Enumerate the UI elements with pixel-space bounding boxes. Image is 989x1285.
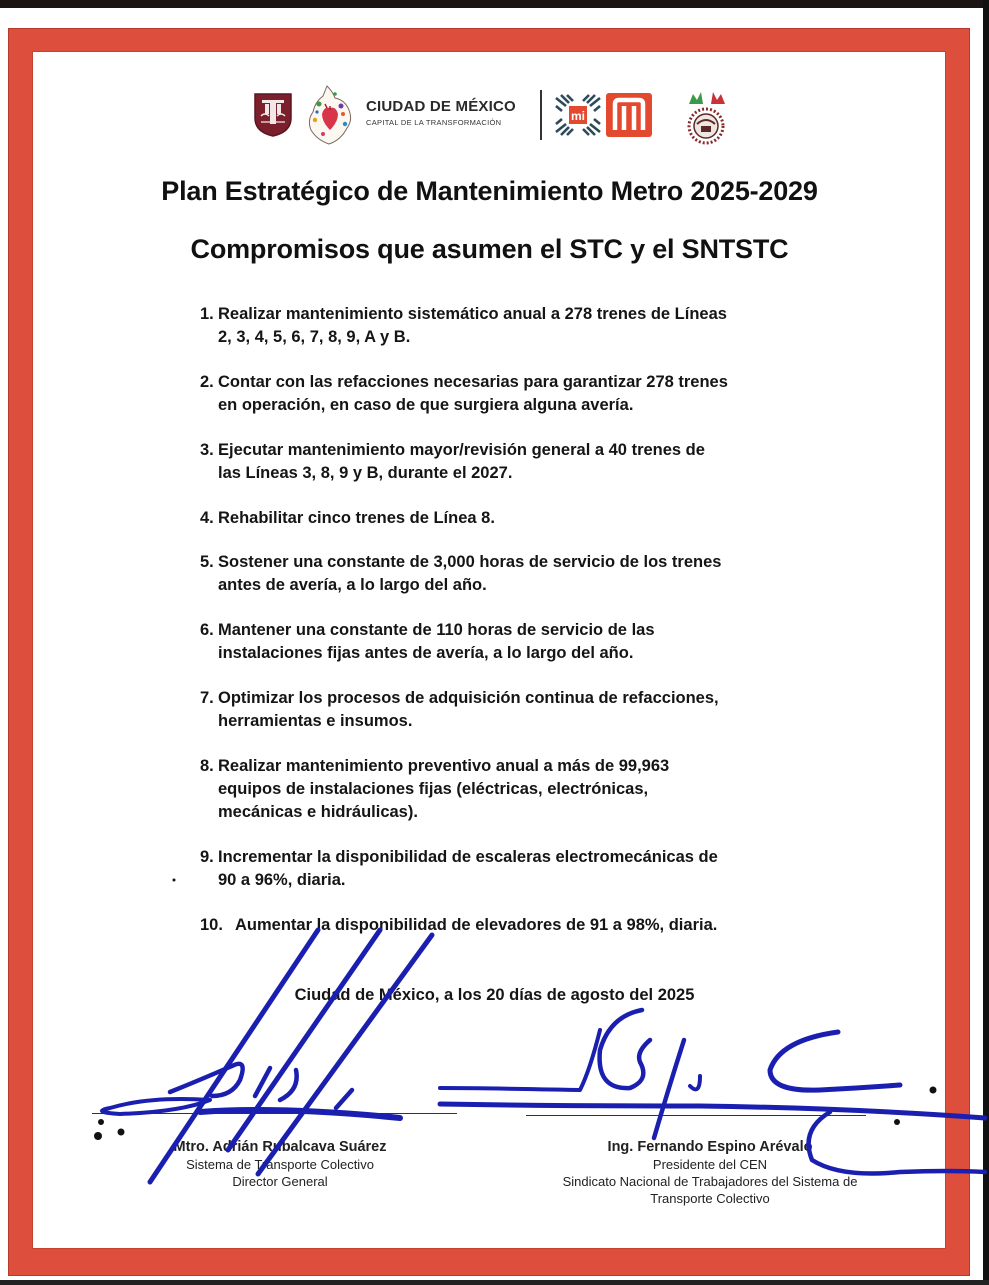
document-title: Plan Estratégico de Mantenimiento Metro 2025-2029 xyxy=(161,176,818,206)
commitment-text-line: Contar con las refacciones necesarias para garantizar 278 trenes xyxy=(218,373,728,391)
commitment-text-line: en operación, en caso de que surgiera alguna avería. xyxy=(218,396,634,414)
commitment-text-line: las Líneas 3, 8, 9 y B, durante el 2027. xyxy=(218,464,513,482)
commitment-text-line: Rehabilitar cinco trenes de Línea 8. xyxy=(218,509,495,527)
commitment-number: 8. xyxy=(200,757,214,775)
place-and-date: Ciudad de México, a los 20 días de agosto del 2025 xyxy=(294,986,695,1004)
svg-text:mi: mi xyxy=(570,109,586,123)
commitment-text-line: Mantener una constante de 110 horas de servicio de las xyxy=(218,621,655,639)
commitment-text-line: mecánicas e hidráulicas). xyxy=(218,803,418,821)
signer-role: Transporte Colectivo xyxy=(650,1191,770,1206)
document-subtitle: Compromisos que asumen el STC y el SNTSTC xyxy=(190,234,789,264)
bottom-edge-bar xyxy=(0,1280,989,1285)
commitment-number: 4. xyxy=(200,509,214,527)
commitment-number: 7. xyxy=(200,689,214,707)
commitments-list xyxy=(200,303,800,937)
commitment-item xyxy=(200,914,800,937)
signer-union-president xyxy=(500,1138,920,1207)
mi-metro-icon xyxy=(553,92,603,138)
top-edge-bar xyxy=(0,0,989,8)
commitment-number: 10. xyxy=(200,916,223,934)
commitment-text-line: 90 a 96%, diaria. xyxy=(218,871,346,889)
city-title: CIUDAD DE MÉXICO xyxy=(366,98,516,115)
commitment-number: 2. xyxy=(200,373,214,391)
cdmx-wordmark xyxy=(366,98,516,127)
right-edge-bar xyxy=(983,0,989,1285)
commitment-text-line: Sostener una constante de 3,000 horas de servicio de los trenes xyxy=(218,553,722,571)
cdmx-shield-icon xyxy=(253,92,293,138)
signer-role: Sindicato Nacional de Trabajadores del Sistema de xyxy=(562,1174,858,1189)
logo-divider xyxy=(540,90,542,140)
commitment-number: 1. xyxy=(200,305,214,323)
commitment-number: 3. xyxy=(200,441,214,459)
commitment-item xyxy=(200,439,800,485)
commitment-text-line: antes de avería, a lo largo del año. xyxy=(218,576,487,594)
signer-name: Ing. Fernando Espino Arévalo xyxy=(607,1139,813,1155)
signer-director xyxy=(100,1138,460,1190)
commitment-text-line: instalaciones fijas antes de avería, a lo largo del año. xyxy=(218,644,634,662)
signer-role: Sistema de Transporte Colectivo xyxy=(186,1157,374,1172)
commitment-text-line: Realizar mantenimiento preventivo anual a más de 99,963 xyxy=(218,757,670,775)
commitment-text-line: herramientas e insumos. xyxy=(218,712,413,730)
commitment-number: 5. xyxy=(200,553,214,571)
commitment-item xyxy=(200,371,800,417)
commitment-text-line: equipos de instalaciones fijas (eléctricas, electrónicas, xyxy=(218,780,649,798)
commitment-text-line: 2, 3, 4, 5, 6, 7, 8, 9, A y B. xyxy=(218,328,411,346)
commitment-text-line: Realizar mantenimiento sistemático anual a 278 trenes de Líneas xyxy=(218,305,727,323)
commitment-number: 9. xyxy=(200,848,214,866)
signature-line-left xyxy=(92,1113,457,1114)
header-logos xyxy=(253,80,733,150)
union-emblem-icon xyxy=(681,88,731,148)
metro-icon xyxy=(605,92,653,138)
city-subtitle: CAPITAL DE LA TRANSFORMACIÓN xyxy=(366,118,502,127)
commitment-item xyxy=(200,755,800,824)
commitment-item xyxy=(200,619,800,665)
signer-role: Director General xyxy=(232,1174,328,1189)
signer-role: Presidente del CEN xyxy=(652,1157,768,1172)
signer-name: Mtro. Adrián Rubalcava Suárez xyxy=(173,1139,387,1155)
commitment-item xyxy=(200,687,800,733)
commitment-item xyxy=(200,303,800,349)
cdmx-map-heart-icon xyxy=(305,84,355,146)
commitment-item xyxy=(200,846,800,892)
signature-line-right xyxy=(526,1115,866,1116)
commitment-item xyxy=(200,551,800,597)
commitment-text-line: Optimizar los procesos de adquisición continua de refacciones, xyxy=(218,689,719,707)
commitment-item xyxy=(200,507,800,530)
commitment-text-line: Aumentar la disponibilidad de elevadores de 91 a 98%, diaria. xyxy=(235,916,718,934)
commitment-text-line: Incrementar la disponibilidad de escaleras electromecánicas de xyxy=(218,848,718,866)
commitment-number: 6. xyxy=(200,621,214,639)
commitment-text-line: Ejecutar mantenimiento mayor/revisión general a 40 trenes de xyxy=(218,441,705,459)
